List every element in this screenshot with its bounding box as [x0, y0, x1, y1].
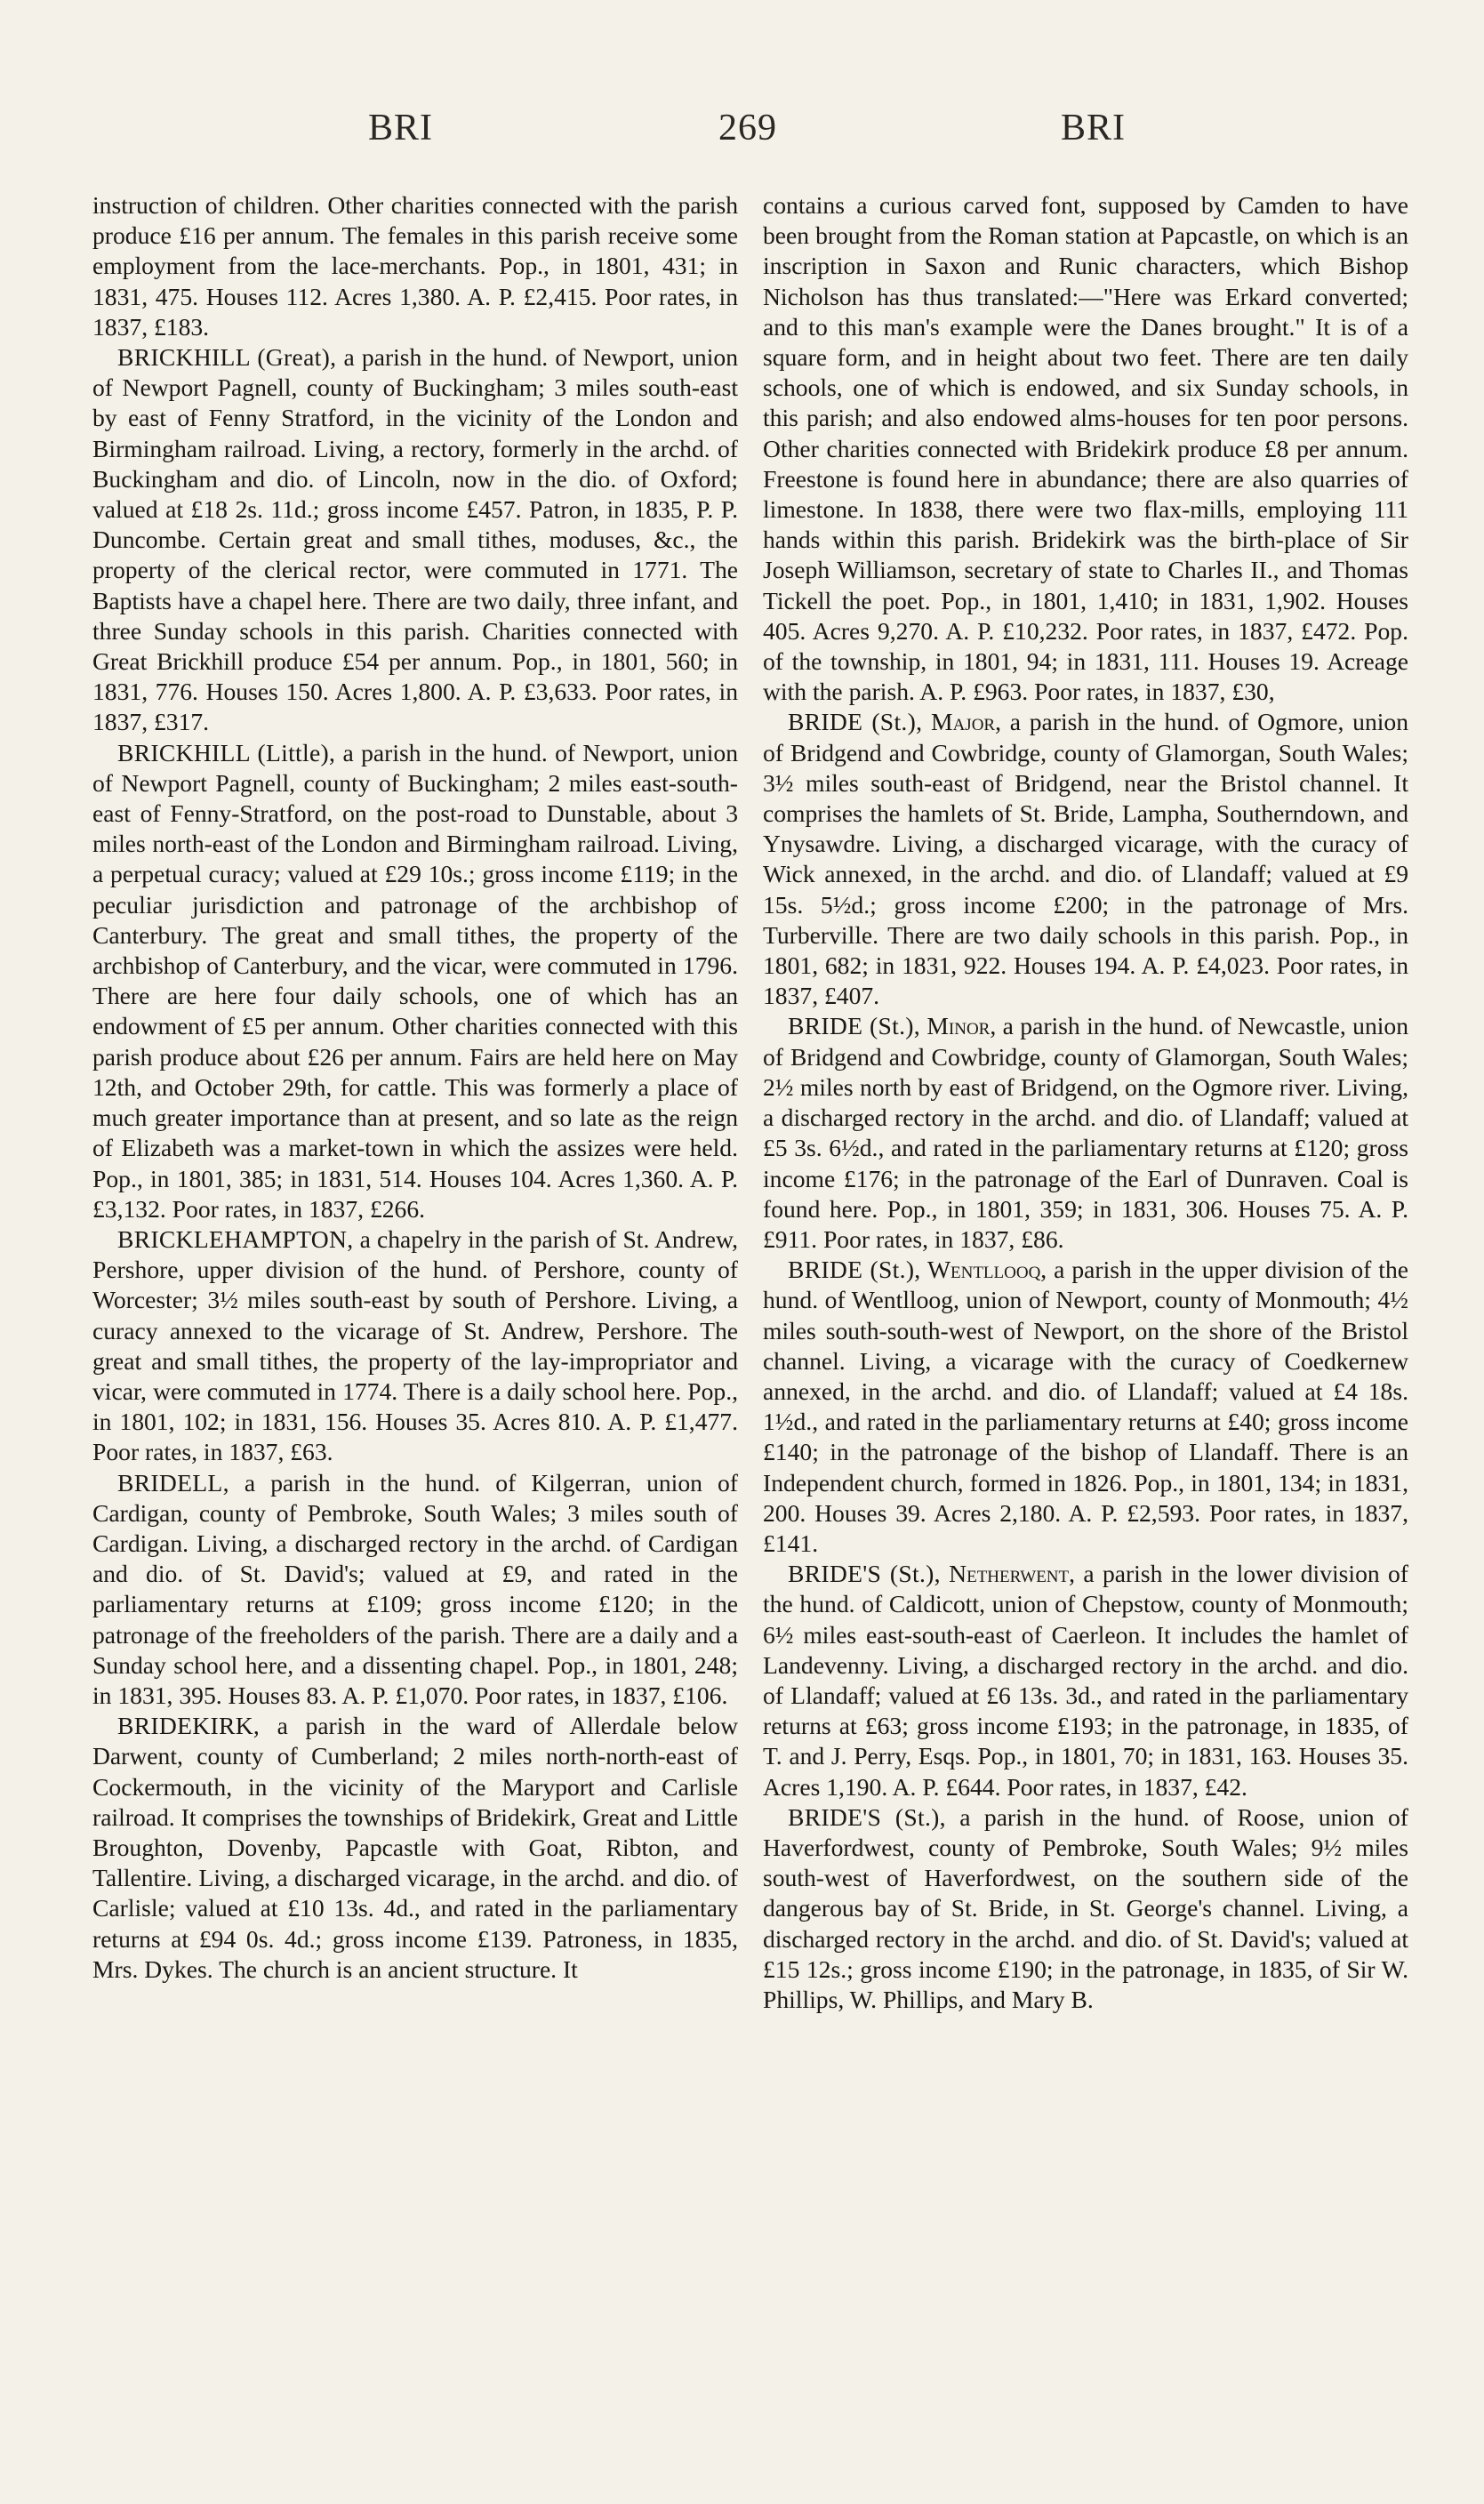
text-columns — [92, 190, 1408, 2449]
header-left-guide-word: BRI — [368, 108, 434, 148]
entry-body: a parish in the upper division of the hund. of Wentlloog, union of Newport, county of Monmouth; 4½ miles south-south-west of Newport, on the shore of the Bristol channel. Living, a vicarage with the curacy of Coedkernew annexed, in the archd. and dio. of Llandaff; valued at £4 18s. 1½d., and rated in the parliamentary returns at £40; gross income £140; in the patronage of the bishop of Llandaff. There is an Independent church, formed in 1826. Pop., in 1801, 134; in 1831, 200. Houses 39. Acres 2,180. A. P. £2,593. Poor rates, in 1837, £141. — [763, 1256, 1408, 1557]
entry-headword: BRICKHILL (Little), — [117, 738, 336, 766]
entry-body: a parish in the hund. of Kilgerran, union of Cardigan, county of Pembroke, South Wales; 3 miles south of Cardigan. Living, a discharged rectory in the archd. of Cardigan and dio. of St. David's; valued at £9, and rated in the parliamentary returns at £109; gross income £120; in the patronage of the freeholders of the parish. There are a daily and a Sunday school here, and a dissenting chapel. Pop., in 1801, 248; in 1831, 395. Houses 83. A. P. £1,070. Poor rates, in 1837, £106. — [92, 1468, 738, 1709]
entry-bridell — [92, 1468, 738, 1712]
left-column — [92, 190, 738, 2449]
entry-headword: BRICKHILL (Great), — [117, 343, 337, 372]
entry-body: a parish in the hund. of Newport, union of Newport Pagnell, county of Buckingham; 2 miles east-south-east of Fenny-Stratford, on the post-road to Dunstable, about 3 miles north-east of the London and Birmingham railroad. Living, a perpetual curacy; valued at £29 10s.; gross income £119; in the peculiar jurisdiction and patronage of the archbishop of Canterbury. The great and small tithes, the property of the archbishop of Canterbury, and the vicar, were commuted in 1796. There are here four daily schools, one of which has an endowment of £5 per annum. Other charities connected with this parish produce about £26 per annum. Fairs are held here on May 12th, and October 29th, for cattle. This was formerly a place of much greater importance than at present, and so late as the reign of Elizabeth was a market-town in which the assizes were held. Pop., in 1801, 385; in 1831, 514. Houses 104. Acres 1,360. A. P. £3,132. Poor rates, in 1837, £266. — [92, 738, 738, 1223]
entry-body: a parish in the ward of Allerdale below Darwent, county of Cumberland; 2 miles north-north-east of Cockermouth, in the vicinity of the Maryport and Carlisle railroad. It comprises the townships of Bridekirk, Great and Little Broughton, Dovenby, Papcastle with Goat, Ribton, and Tallentire. Living, a discharged vicarage, in the archd. and dio. of Carlisle; valued at £10 13s. 4d., and rated in the parliamentary returns at £94 0s. 4d.; gross income £139. Patroness, in 1835, Mrs. Dykes. The church is an ancient structure. It — [92, 1712, 738, 1983]
entry-bride-major — [763, 707, 1408, 1011]
entry-bride-wentllooq — [763, 1255, 1408, 1559]
entry-continuation: instruction of children. Other charities connected with the parish produce £16 per annum. The females in this parish receive some employment from the lace-merchants. Pop., in 1801, 431; in 1831, 475. Houses 112. Acres 1,380. A. P. £2,415. Poor rates, in 1837, £183. — [92, 191, 738, 341]
page-number: 269 — [718, 108, 777, 148]
entry-headword: BRIDE (St.), — [788, 1256, 921, 1284]
entry-continuation: contains a curious carved font, supposed by Camden to have been brought from the Roman station at Papcastle, on which is an inscription in Saxon and Runic characters, which Bishop Nicholson has thus translated:—"Here was Erkard converted; and to this man's example were the Danes brought." It is of a square form, and in height about two feet. There are ten daily schools, one of which is endowed, and six Sunday schools, in this parish; and also endowed alms-houses for ten poor persons. Other charities connected with Bridekirk produce £8 per annum. Freestone is found here in abundance; there are also quarries of limestone. In 1838, there were two flax-mills, employing 111 hands within this parish. Bridekirk was the birth-place of Sir Joseph Williamson, secretary of state to Charles II., and Thomas Tickell the poet. Pop., in 1801, 1,410; in 1831, 1,902. Houses 405. Acres 9,270. A. P. £10,232. Poor rates, in 1837, £472. Pop. of the township, in 1801, 94; in 1831, 111. Houses 19. Acreage with the parish. A. P. £963. Poor rates, in 1837, £30, — [763, 191, 1408, 706]
entry-brides-roose — [763, 1802, 1408, 2015]
entry-headword: BRICKLEHAMPTON, — [117, 1224, 354, 1253]
entry-brickhill-little — [92, 738, 738, 1224]
entry-headword: BRIDE (St.), — [788, 1012, 920, 1040]
entry-brides-netherwent — [763, 1559, 1408, 1802]
entry-brickhill-great — [92, 342, 738, 738]
entry-body: a chapelry in the parish of St. Andrew, Pershore, upper division of the hund. of Pershore, county of Worcester; 3½ miles south-east by south of Pershore. Living, a curacy annexed to the vicarage of St. Andrew, Pershore. The great and small tithes, the property of the lay-impropriator and vicar, were commuted in 1774. There is a daily school here. Pop., in 1801, 102; in 1831, 156. Houses 35. Acres 810. A. P. £1,477. Poor rates, in 1837, £63. — [92, 1224, 738, 1466]
entry-bricklehampton — [92, 1224, 738, 1468]
entry-body: a parish in the hund. of Newport, union of Newport Pagnell, county of Buckingham; 3 miles south-east by east of Fenny Stratford, in the vicinity of the London and Birmingham railroad. Living, a rectory, formerly in the archd. of Buckingham and dio. of Lincoln, now in the dio. of Oxford; valued at £18 2s. 11d.; gross income £457. Patron, in 1835, P. P. Duncombe. Certain great and small tithes, moduses, &c., the property of the clerical rector, were commuted in 1771. The Baptists have a chapel here. There are two daily, three infant, and three Sunday schools in this parish. Charities connected with Great Brickhill produce £54 per annum. Pop., in 1801, 560; in 1831, 776. Houses 150. Acres 1,800. A. P. £3,633. Poor rates, in 1837, £317. — [92, 343, 738, 736]
entry-headword: BRIDEKIRK, — [117, 1712, 261, 1740]
entry-body: a parish in the hund. of Ogmore, union of Bridgend and Cowbridge, county of Glamorgan, South Wales; 3½ miles south-east of Bridgend, near the Bristol channel. It comprises the hamlets of St. Bride, Lampha, Southerndown, and Ynysawdre. Living, a discharged vicarage, with the curacy of Wick annexed, in the archd. and dio. of Llandaff; valued at £9 15s. 5½d.; gross income £200; in the patronage of Mrs. Turberville. There are two daily schools in this parish. Pop., in 1801, 682; in 1831, 922. Houses 194. A. P. £4,023. Poor rates, in 1837, £407. — [763, 708, 1408, 1010]
entry-body: a parish in the lower division of the hund. of Caldicott, union of Chepstow, county of Monmouth; 6½ miles east-south-east of Caerleon. It includes the hamlet of Landevenny. Living, a discharged rectory in the archd. and dio. of Llandaff; valued at £6 13s. 3d., and rated in the parliamentary returns at £63; gross income £193; in the patronage, in 1835, of T. and J. Perry, Esqs. Pop., in 1801, 70; in 1831, 163. Houses 35. Acres 1,190. A. P. £644. Poor rates, in 1837, £42. — [763, 1560, 1408, 1801]
entry-subheading: Minor, — [919, 1012, 997, 1040]
header-right-guide-word: BRI — [1061, 108, 1127, 148]
entry-headword: BRIDELL, — [117, 1468, 229, 1497]
right-column — [763, 190, 1408, 2449]
entry-headword: BRIDE'S (St.), — [788, 1560, 941, 1588]
entry-headword: BRIDE (St.), — [788, 708, 923, 736]
entry-bride-minor — [763, 1011, 1408, 1255]
entry-headword: BRIDE'S (St.), — [788, 1802, 946, 1831]
entry-subheading: Wentllooq, — [920, 1256, 1047, 1284]
entry-body: a parish in the hund. of Roose, union of Haverfordwest, county of Pembroke, South Wales; 9½ miles south-west of Haverfordwest, on the southern side of the dangerous bay of St. Bride, in St. George's channel. Living, a discharged rectory in the archd. and dio. of St. David's; valued at £15 12s.; gross income £190; in the patronage, in 1835, of Sir W. Phillips, W. Phillips, and Mary B. — [763, 1802, 1408, 2013]
entry-bridekirk — [92, 1711, 738, 1985]
entry-body: a parish in the hund. of Newcastle, union of Bridgend and Cowbridge, county of Glamorgan, South Wales; 2½ miles north by east of Bridgend, on the Ogmore river. Living, a discharged rectory in the archd. and dio. of Llandaff; valued at £5 3s. 6½d., and rated in the parliamentary returns at £120; gross income £176; in the patronage of the Earl of Dunraven. Coal is found here. Pop., in 1801, 359; in 1831, 306. Houses 75. A. P. £911. Poor rates, in 1837, £86. — [763, 1012, 1408, 1253]
entry-subheading: Major, — [922, 708, 1001, 736]
running-head — [0, 107, 1484, 160]
entry-subheading: Netherwent, — [940, 1560, 1076, 1588]
